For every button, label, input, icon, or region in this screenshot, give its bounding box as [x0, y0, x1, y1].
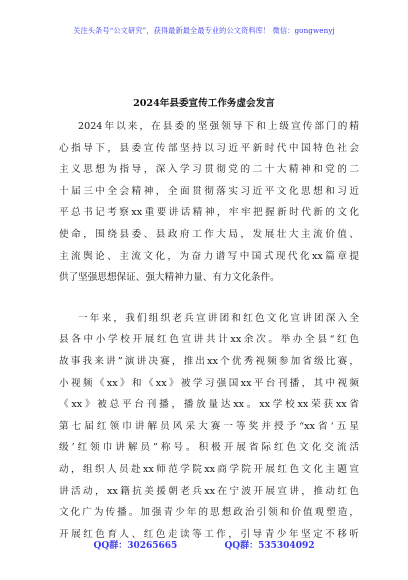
qq-group-1: QQ群：30265665 [93, 541, 178, 551]
paragraph-2 [59, 308, 359, 546]
qq-group-2: QQ群：535304092 [224, 541, 315, 551]
text-line: 县各中小学校开展红色宣讲共计xx余次。举办全县“红色 [59, 334, 359, 346]
text-line: 故事我来讲”演讲决赛，推出xx个优秀视频参加省级比赛， [59, 355, 359, 367]
text-line: 讲活动，xx籍抗美援朝老兵xx在宁波开展宣讲，推动红色 [59, 485, 359, 497]
text-line: 主义思想为指导，深入学习贯彻党的二十大精神和党的二 [59, 164, 359, 176]
document-body [59, 116, 359, 545]
text-line: 平总书记考察xx重要讲话精神，牢牢把握新时代新的文化 [59, 207, 359, 219]
text-line: 小视频《xx》和《xx》被学习强国xx平台刊播，其中视频 [59, 377, 359, 389]
text-line: 文化广为传播。加强青少年的思想政治引领和价值观塑造， [59, 507, 359, 519]
document-title: 2024年县委宣传工作务虚会发言 [133, 98, 275, 109]
text-line: 心指导下，县委宣传部坚持以习近平新时代中国特色社会 [59, 142, 359, 154]
paragraph-1 [59, 116, 359, 289]
text-line: 使命，围绕县委、县政府工作大局，发展壮大主流价值、 [59, 228, 359, 240]
promo-header: 关注头条号“公文研究”，获得最新最全最专业的公文资料库！ 微信：gongwenyj [73, 26, 335, 35]
text-line: 动，组织人员赴xx师范学院xx商学院开展红色文化主题宣 [59, 463, 359, 475]
text-line: 一年来，我们组织老兵宣讲团和红色文化宣讲团深入全 [78, 312, 359, 324]
text-line: 主流舆论、主流文化，为奋力谱写中国式现代化xx篇章提 [59, 250, 359, 262]
text-line: 2024年以来，在县委的坚强领导下和上级宣传部门的精 [78, 121, 359, 132]
text-line: 十届三中全会精神，全面贯彻落实习近平文化思想和习近 [59, 185, 359, 197]
text-line: 级’红领巾讲解员”称号。积极开展省际红色文化交流活 [59, 442, 359, 454]
paragraph-gap [59, 289, 359, 308]
text-line: 第七届红领巾讲解员风采大赛一等奖并授予“xx省‘五星 [59, 420, 359, 432]
text-line: 供了坚强思想保证、强大精神力量、有力文化条件。 [59, 272, 280, 284]
text-line: 《xx》被总平台刊播，播放量达xx。xx学校xx荣获xx省 [59, 399, 359, 411]
footer-contacts [0, 538, 408, 551]
text-line: 开展红色育人、红色走读等工作，引导青少年坚定不移听 [59, 528, 359, 540]
